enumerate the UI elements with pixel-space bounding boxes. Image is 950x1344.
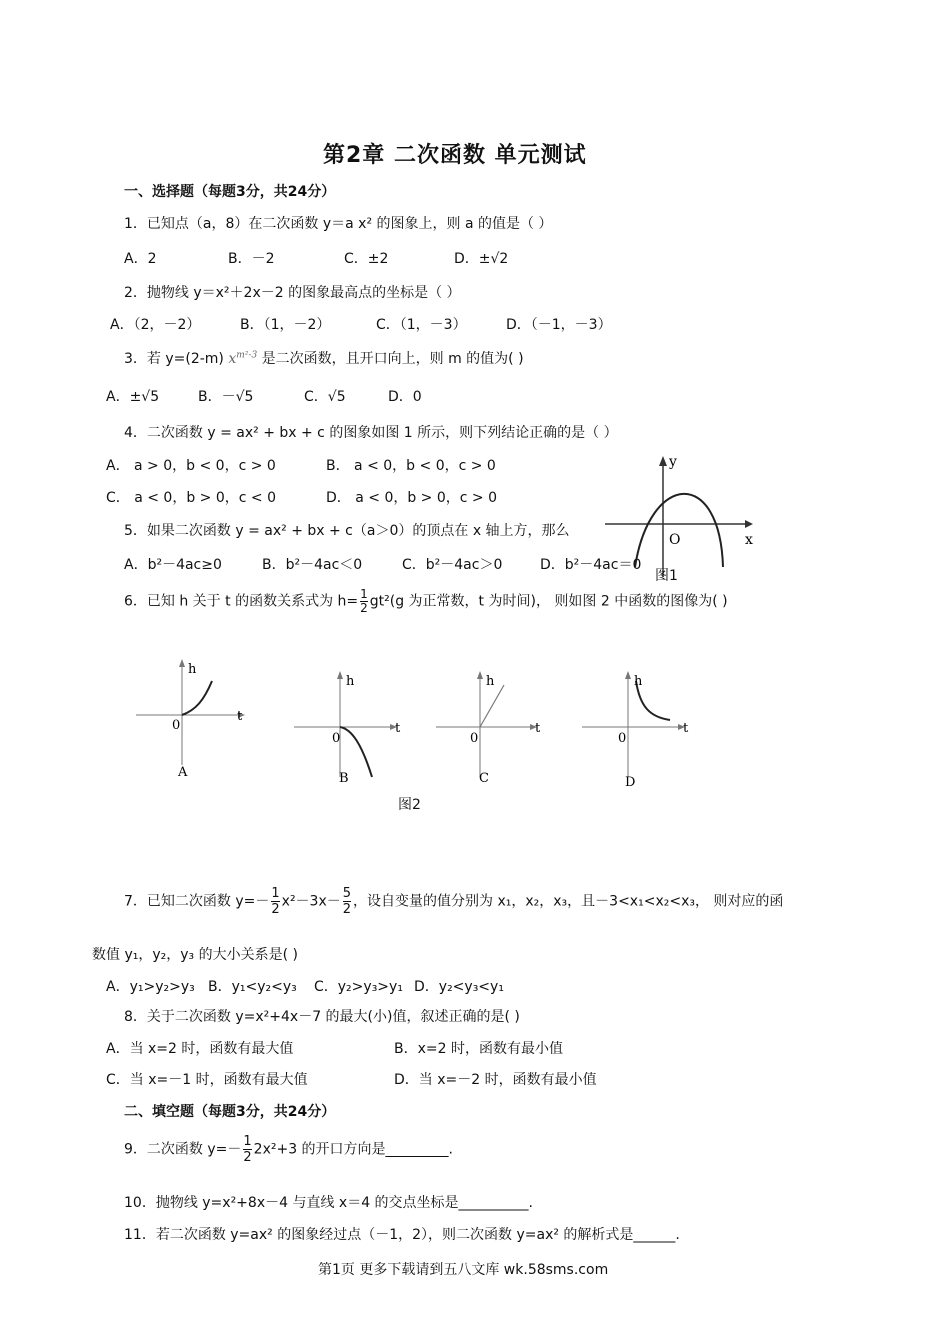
question-9-stem: 9．二次函数 y=－ $\frac{1}{2}$ 2x²+3 的开口方向是_________.: [124, 1134, 453, 1165]
question-4-option-a: A． a > 0，b < 0，c > 0: [106, 458, 276, 474]
figure-1-origin-label: O: [669, 532, 681, 548]
question-2-option-b: B．（1，－2）: [240, 317, 331, 333]
question-1-option-d: D．±√2: [454, 251, 509, 267]
svg-text:0: 0: [470, 731, 479, 746]
svg-text:0: 0: [332, 731, 341, 746]
question-3-option-a: A．±√5: [106, 389, 160, 405]
question-1-option-a: A．2: [124, 251, 157, 267]
question-7-option-d: D．y₂<y₃<y₁: [414, 979, 504, 995]
question-3-option-d: D．0: [388, 389, 422, 405]
question-4-option-b: B． a < 0，b < 0，c > 0: [326, 458, 496, 474]
question-2-option-c: C．（1，－3）: [376, 317, 467, 333]
question-6-fraction: $\frac{1}{2}$: [360, 587, 368, 615]
question-2-option-a: A．（2，－2）: [110, 317, 201, 333]
question-2-option-d: D．（－1，－3）: [506, 317, 612, 333]
question-8-option-d: D．当 x=－2 时，函数有最小值: [394, 1072, 597, 1088]
svg-text:A: A: [178, 765, 188, 780]
svg-text:t: t: [395, 721, 401, 736]
question-4-option-d: D． a < 0，b > 0，c > 0: [326, 490, 498, 506]
question-4-option-c: C． a < 0，b > 0，c < 0: [106, 490, 277, 506]
figure-2-graph-b: [290, 665, 410, 795]
figure-1-y-arrow: [659, 456, 667, 466]
question-1-stem: 1．已知点（a，8）在二次函数 y＝a x² 的图象上，则 a 的值是（ ）: [124, 216, 553, 232]
question-3-stem: 3．若 y=(2-m) $x^{m^2-3}$ 是二次函数，且开口向上，则 m 的值为( ): [124, 350, 524, 367]
svg-text:h: h: [486, 674, 495, 689]
figure-1-x-label: x: [745, 532, 753, 548]
question-5-option-b: B．b²－4ac＜0: [262, 557, 363, 573]
svg-text:h: h: [188, 662, 197, 677]
question-10-stem: 10．抛物线 y=x²+8x－4 与直线 x＝4 的交点坐标是__________.: [124, 1195, 534, 1211]
question-4-stem: 4．二次函数 y = ax² + bx + c 的图象如图 1 所示，则下列结论正确的是（ ）: [124, 425, 618, 441]
figure-2-graph-d: [578, 665, 698, 795]
svg-text:0: 0: [618, 731, 627, 746]
svg-text:B: B: [339, 771, 349, 786]
svg-text:t: t: [683, 721, 689, 736]
question-5-option-d: D．b²－4ac＝0: [540, 557, 642, 573]
svg-text:0: 0: [172, 718, 181, 733]
figure-1-y-label: y: [669, 454, 677, 470]
question-8-option-a: A．当 x=2 时，函数有最大值: [106, 1041, 294, 1057]
question-6-stem: 6．已知 h 关于 t 的函数关系式为 h= $\frac{1}{2}$ gt²(g 为正常数，t 为时间)， 则如图 2 中函数的图像为( ): [124, 587, 728, 615]
question-1-option-b: B．－2: [228, 251, 275, 267]
question-3-option-c: C．√5: [304, 389, 346, 405]
question-8-option-c: C．当 x=－1 时，函数有最大值: [106, 1072, 308, 1088]
svg-text:D: D: [625, 775, 636, 790]
section-heading-fill-in: 二、填空题（每题3分，共24分）: [124, 1104, 336, 1120]
question-7-option-c: C．y₂>y₃>y₁: [314, 979, 403, 995]
svg-text:h: h: [634, 674, 643, 689]
svg-text:h: h: [346, 674, 355, 689]
figure-1-x-arrow: [745, 520, 753, 528]
question-5-option-c: C．b²－4ac＞0: [402, 557, 503, 573]
question-8-stem: 8．关于二次函数 y=x²+4x－7 的最大(小)值，叙述正确的是( ): [124, 1009, 520, 1025]
question-7-stem-line-2: 数值 y₁，y₂，y₃ 的大小关系是( ): [92, 947, 298, 963]
figure-2-caption: 图2: [398, 797, 421, 813]
question-7-option-a: A．y₁>y₂>y₃: [106, 979, 195, 995]
question-8-option-b: B．x=2 时，函数有最小值: [394, 1041, 563, 1057]
section-heading-choice: 一、选择题（每题3分，共24分）: [124, 184, 336, 200]
question-11-stem: 11．若二次函数 y=ax² 的图象经过点（－1，2），则二次函数 y=ax² 的解析式是______.: [124, 1227, 680, 1243]
question-3-option-b: B．－√5: [198, 389, 254, 405]
question-5-option-a: A．b²－4ac≥0: [124, 557, 222, 573]
figure-2-graph-c: [430, 665, 550, 795]
question-2-stem: 2．抛物线 y＝x²＋2x－2 的图象最高点的坐标是（ ）: [124, 285, 461, 301]
svg-text:t: t: [237, 709, 243, 724]
page-footer: 第1页 更多下载请到五八文库 wk.58sms.com: [318, 1262, 609, 1278]
question-1-option-c: C．±2: [344, 251, 389, 267]
question-7-option-b: B．y₁<y₂<y₃: [208, 979, 297, 995]
question-5-stem: 5．如果二次函数 y = ax² + bx + c（a＞0）的顶点在 x 轴上方，那么: [124, 523, 570, 539]
question-7-stem: 7．已知二次函数 y=－ $\frac{1}{2}$ x²－3x－ $\frac{5}{2}$ ，设自变量的值分别为 x₁，x₂，x₃，且－3<x₁<x₂<x₃， 则对应的函: [124, 886, 784, 917]
svg-text:C: C: [479, 771, 489, 786]
figure-1-caption: 图1: [655, 568, 678, 584]
figure-2-graph-a: [130, 655, 250, 785]
svg-text:t: t: [535, 721, 541, 736]
page-title: 第2章 二次函数 单元测试: [323, 143, 587, 168]
